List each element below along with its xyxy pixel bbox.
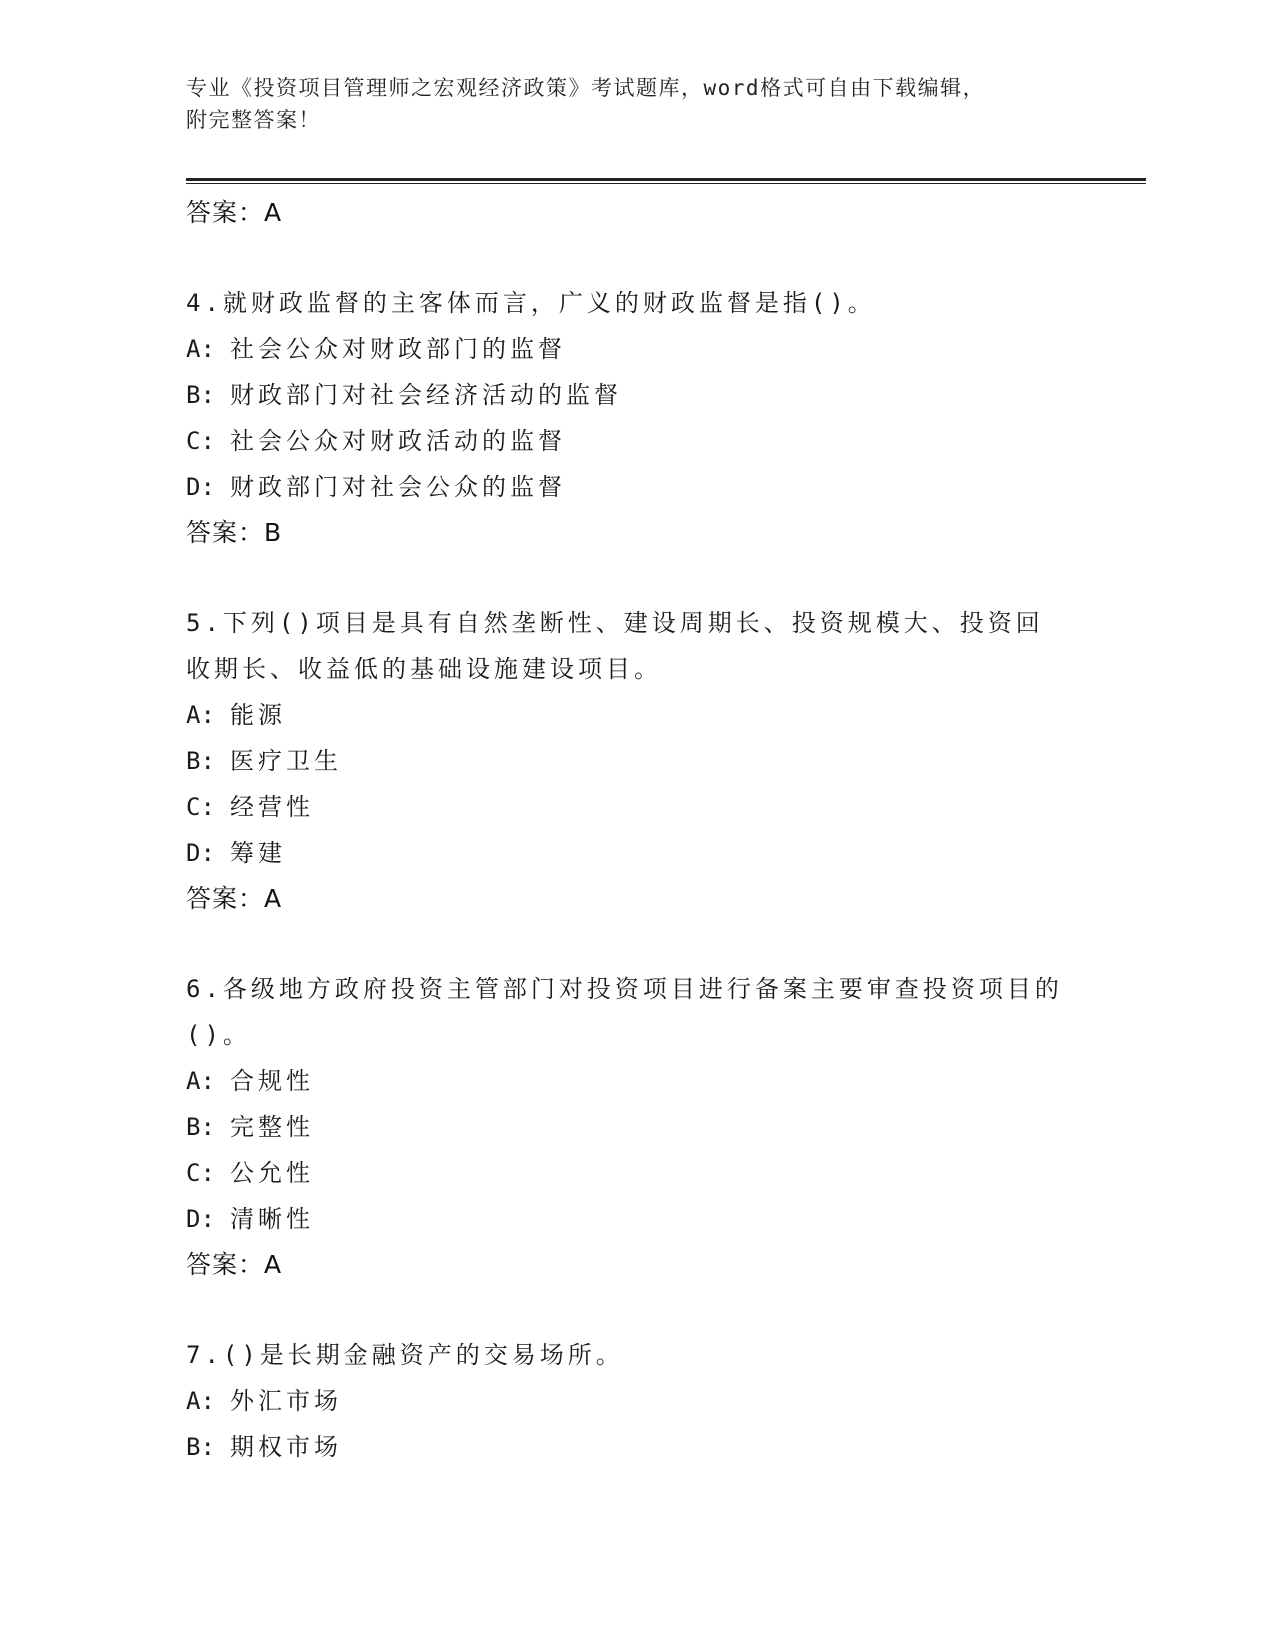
option-text: 公允性 xyxy=(230,1159,314,1187)
question-stem: 4.就财政监督的主客体而言，广义的财政监督是指()。 xyxy=(186,289,876,317)
question-5 xyxy=(186,600,1066,922)
option-letter: C: xyxy=(186,793,215,821)
header-line-1: 专业《投资项目管理师之宏观经济政策》考试题库，word格式可自由下载编辑， xyxy=(186,76,986,100)
option-a xyxy=(186,1378,1066,1424)
option-text: 能源 xyxy=(230,701,286,729)
answer-line: 答案：B xyxy=(186,518,283,547)
question-7 xyxy=(186,1332,1066,1470)
option-text: 筹建 xyxy=(230,839,286,867)
option-letter: B: xyxy=(186,747,215,775)
header-line-2: 附完整答案！ xyxy=(186,108,321,132)
question-6 xyxy=(186,966,1066,1288)
option-text: 合规性 xyxy=(230,1067,314,1095)
question-stem: 6.各级地方政府投资主管部门对投资项目进行备案主要审查投资项目的()。 xyxy=(186,975,1063,1049)
question-4 xyxy=(186,280,1066,556)
option-text: 财政部门对社会经济活动的监督 xyxy=(230,381,622,409)
option-c xyxy=(186,784,1066,830)
question-list xyxy=(186,190,1066,1470)
option-letter: A: xyxy=(186,1067,215,1095)
question-stem: 7.()是长期金融资产的交易场所。 xyxy=(186,1341,624,1369)
document-header xyxy=(186,72,1066,136)
answer-line: 答案：A xyxy=(186,884,283,913)
option-letter: D: xyxy=(186,473,215,501)
option-text: 社会公众对财政活动的监督 xyxy=(230,427,566,455)
option-d xyxy=(186,1196,1066,1242)
option-text: 期权市场 xyxy=(230,1433,342,1461)
option-letter: A: xyxy=(186,701,215,729)
option-letter: D: xyxy=(186,839,215,867)
option-letter: A: xyxy=(186,335,215,363)
option-a xyxy=(186,1058,1066,1104)
question-stem: 5.下列()项目是具有自然垄断性、建设周期长、投资规模大、投资回收期长、收益低的基础设施建设项目。 xyxy=(186,609,1044,683)
option-c xyxy=(186,1150,1066,1196)
header-divider-thin xyxy=(186,183,1146,184)
option-d xyxy=(186,830,1066,876)
option-letter: D: xyxy=(186,1205,215,1233)
option-text: 医疗卫生 xyxy=(230,747,342,775)
option-b xyxy=(186,1104,1066,1150)
option-text: 社会公众对财政部门的监督 xyxy=(230,335,566,363)
option-b xyxy=(186,1424,1066,1470)
option-d xyxy=(186,464,1066,510)
option-text: 完整性 xyxy=(230,1113,314,1141)
option-a xyxy=(186,692,1066,738)
option-b xyxy=(186,372,1066,418)
answer-line: 答案：A xyxy=(186,1250,283,1279)
option-text: 外汇市场 xyxy=(230,1387,342,1415)
option-text: 清晰性 xyxy=(230,1205,314,1233)
header-divider-thick xyxy=(186,178,1146,181)
answer-line: 答案：A xyxy=(186,198,283,227)
option-text: 经营性 xyxy=(230,793,314,821)
option-letter: A: xyxy=(186,1387,215,1415)
option-text: 财政部门对社会公众的监督 xyxy=(230,473,566,501)
option-a xyxy=(186,326,1066,372)
option-letter: B: xyxy=(186,1113,215,1141)
option-letter: C: xyxy=(186,1159,215,1187)
option-letter: B: xyxy=(186,381,215,409)
option-c xyxy=(186,418,1066,464)
option-letter: C: xyxy=(186,427,215,455)
option-b xyxy=(186,738,1066,784)
option-letter: B: xyxy=(186,1433,215,1461)
